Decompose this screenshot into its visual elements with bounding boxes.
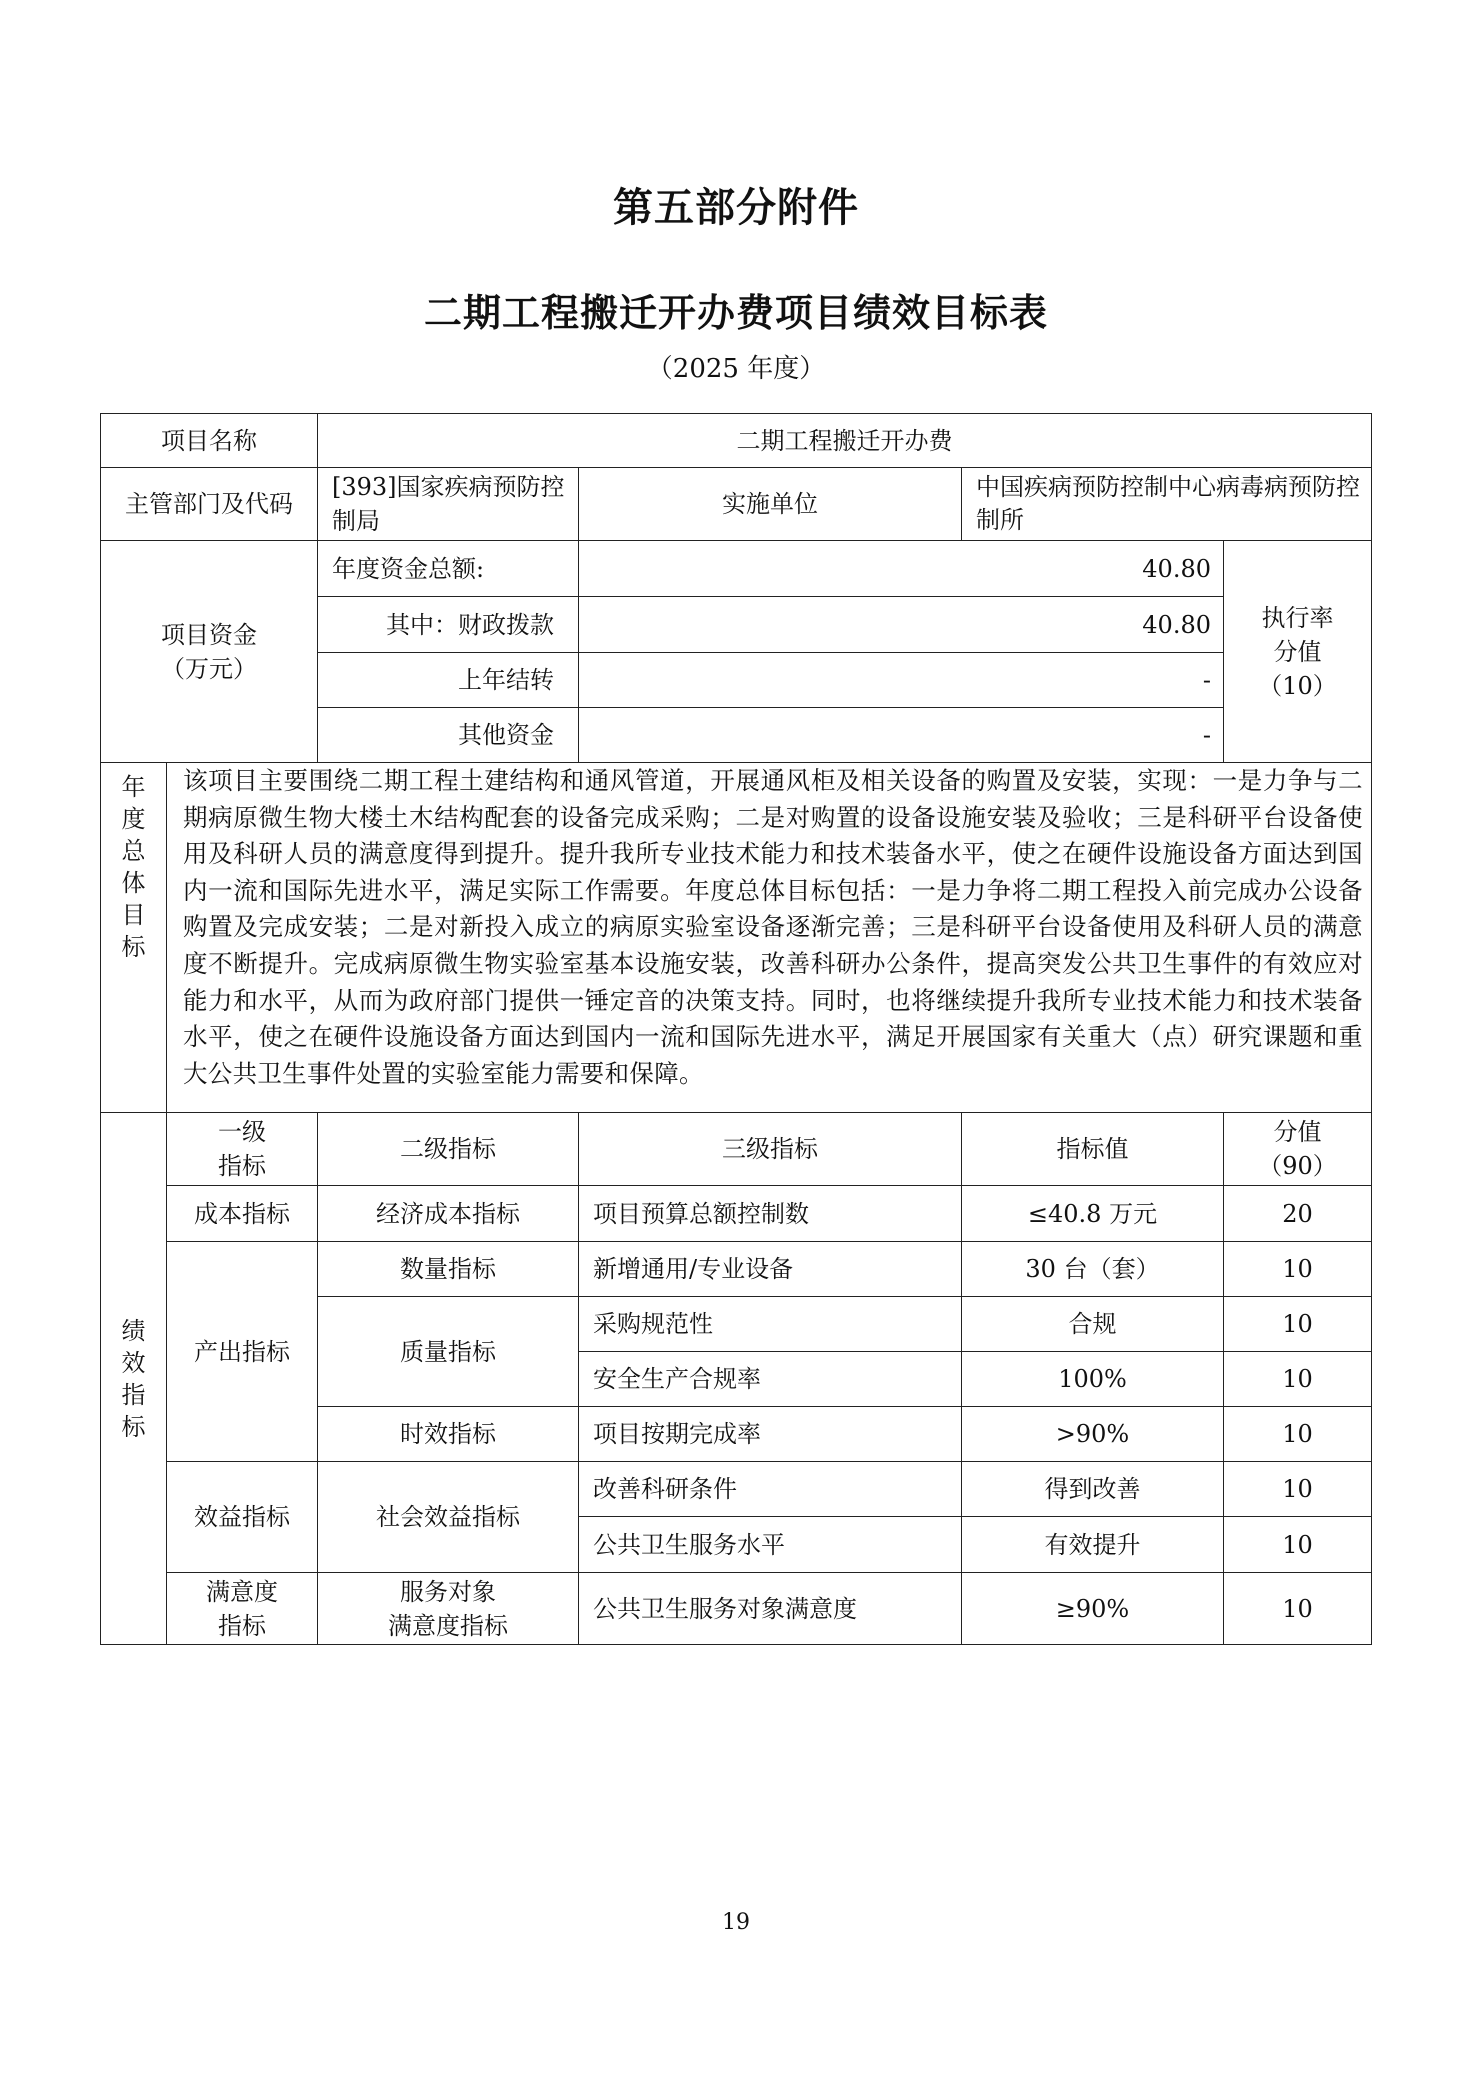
project-name-label: 项目名称 (101, 414, 318, 468)
output-quantity-row (101, 1242, 1372, 1297)
benefit-level1: 效益指标 (167, 1462, 318, 1573)
benefit-row1-level3: 改善科研条件 (579, 1462, 962, 1517)
cost-row (101, 1186, 1372, 1242)
benefit-row2-value: 有效提升 (962, 1517, 1224, 1573)
satisfaction-level3: 公共卫生服务对象满意度 (579, 1573, 962, 1645)
funds-label-line2: （万元） (161, 654, 257, 683)
cost-level2: 经济成本指标 (318, 1186, 579, 1242)
output-time-value: >90% (962, 1407, 1224, 1462)
annual-goal-text: 该项目主要围绕二期工程土建结构和通风管道，开展通风柜及相关设备的购置及安装，实现：一是力争与二期病原微生物大楼土木结构配套的设备完成采购；二是对购置的设备设施安装及验收；三是科研平台设备使用及科研人员的满意度得到提升。提升我所专业技术能力和技术装备水平，使之在硬件设施设备方面达到国内一流和国际先进水平，满足实际工作需要。年度总体目标包括：一是力争将二期工程投入前完成办公设备购置及完成安装；二是对新投入成立的病原实验室设备逐渐完善；三是科研平台设备使用及科研人员的满意度不断提升。完成病原微生物实验室基本设施安装，改善科研办公条件，提高突发公共卫生事件的有效应对能力和水平，从而为政府部门提供一锤定音的决策支持。同时，也将继续提升我所专业技术能力和技术装备水平，使之在硬件设施设备方面达到国内一流和国际先进水平，满足开展国家有关重大（点）研究课题和重大公共卫生事件处置的实验室能力需要和保障。 (167, 763, 1372, 1113)
project-name-value: 二期工程搬迁开办费 (318, 414, 1372, 468)
funds-fiscal-label: 其中：财政拨款 (318, 597, 579, 653)
header-score: 分值 （90） (1224, 1113, 1372, 1186)
output-quality2-score: 10 (1224, 1352, 1372, 1407)
header-level2: 二级指标 (318, 1113, 579, 1186)
benefit-row-1 (101, 1462, 1372, 1517)
funds-other-value: - (579, 708, 1224, 763)
benefit-row1-score: 10 (1224, 1462, 1372, 1517)
annual-goal-label: 年 度 总 体 目 标 (101, 763, 167, 1113)
page-heading: 第五部分附件 (613, 185, 859, 231)
cost-level1: 成本指标 (167, 1186, 318, 1242)
output-time-level2: 时效指标 (318, 1407, 579, 1462)
output-quality-level2: 质量指标 (318, 1297, 579, 1407)
header-level3: 三级指标 (579, 1113, 962, 1186)
output-quality1-score: 10 (1224, 1297, 1372, 1352)
benefit-row1-value: 得到改善 (962, 1462, 1224, 1517)
output-quality1-level3: 采购规范性 (579, 1297, 962, 1352)
cost-level3: 项目预算总额控制数 (579, 1186, 962, 1242)
output-quality2-level3: 安全生产合规率 (579, 1352, 962, 1407)
execution-rate-line3: （10） (1258, 671, 1337, 700)
project-name-row (101, 414, 1372, 468)
funds-fiscal-value: 40.80 (579, 597, 1224, 653)
indicator-section-label: 绩 效 指 标 (101, 1113, 167, 1645)
indicator-header-row (101, 1113, 1372, 1186)
execution-rate-line1: 执行率 (1261, 603, 1334, 632)
satisfaction-level1: 满意度 指标 (167, 1573, 318, 1645)
satisfaction-row (101, 1573, 1372, 1645)
satisfaction-value: ≥90% (962, 1573, 1224, 1645)
funds-label-line1: 项目资金 (161, 620, 257, 649)
satisfaction-level2: 服务对象 满意度指标 (318, 1573, 579, 1645)
funds-total-value: 40.80 (579, 541, 1224, 597)
benefit-row2-score: 10 (1224, 1517, 1372, 1573)
execution-rate-line2: 分值 (1273, 637, 1322, 666)
department-value: [393]国家疾病预防控制局 (318, 468, 579, 541)
output-quantity-level2: 数量指标 (318, 1242, 579, 1297)
execution-rate-score (1224, 541, 1372, 763)
output-quantity-value: 30 台（套） (962, 1242, 1224, 1297)
funds-total-row (101, 541, 1372, 597)
output-quality2-value: 100% (962, 1352, 1224, 1407)
cost-value: ≤40.8 万元 (962, 1186, 1224, 1242)
funds-other-label: 其他资金 (318, 708, 579, 763)
cost-score: 20 (1224, 1186, 1372, 1242)
annual-goal-row (101, 763, 1372, 1113)
document-subtitle: （2025 年度） (646, 354, 826, 384)
page-number: 19 (722, 1910, 750, 1935)
performance-target-table (100, 413, 1372, 1645)
satisfaction-score: 10 (1224, 1573, 1372, 1645)
funds-carryover-label: 上年结转 (318, 653, 579, 708)
header-level1: 一级 指标 (167, 1113, 318, 1186)
benefit-row2-level3: 公共卫生服务水平 (579, 1517, 962, 1573)
department-label: 主管部门及代码 (101, 468, 318, 541)
funds-label (101, 541, 318, 763)
funds-total-label: 年度资金总额: (318, 541, 579, 597)
output-time-level3: 项目按期完成率 (579, 1407, 962, 1462)
funds-carryover-value: - (579, 653, 1224, 708)
department-row (101, 468, 1372, 541)
output-quantity-score: 10 (1224, 1242, 1372, 1297)
implementing-unit-value: 中国疾病预防控制中心病毒病预防控制所 (962, 468, 1372, 541)
output-quality1-value: 合规 (962, 1297, 1224, 1352)
output-quantity-level3: 新增通用/专业设备 (579, 1242, 962, 1297)
output-level1: 产出指标 (167, 1242, 318, 1462)
document-title: 二期工程搬迁开办费项目绩效目标表 (423, 291, 1048, 335)
header-value: 指标值 (962, 1113, 1224, 1186)
implementing-unit-label: 实施单位 (579, 468, 962, 541)
benefit-level2: 社会效益指标 (318, 1462, 579, 1573)
output-time-score: 10 (1224, 1407, 1372, 1462)
